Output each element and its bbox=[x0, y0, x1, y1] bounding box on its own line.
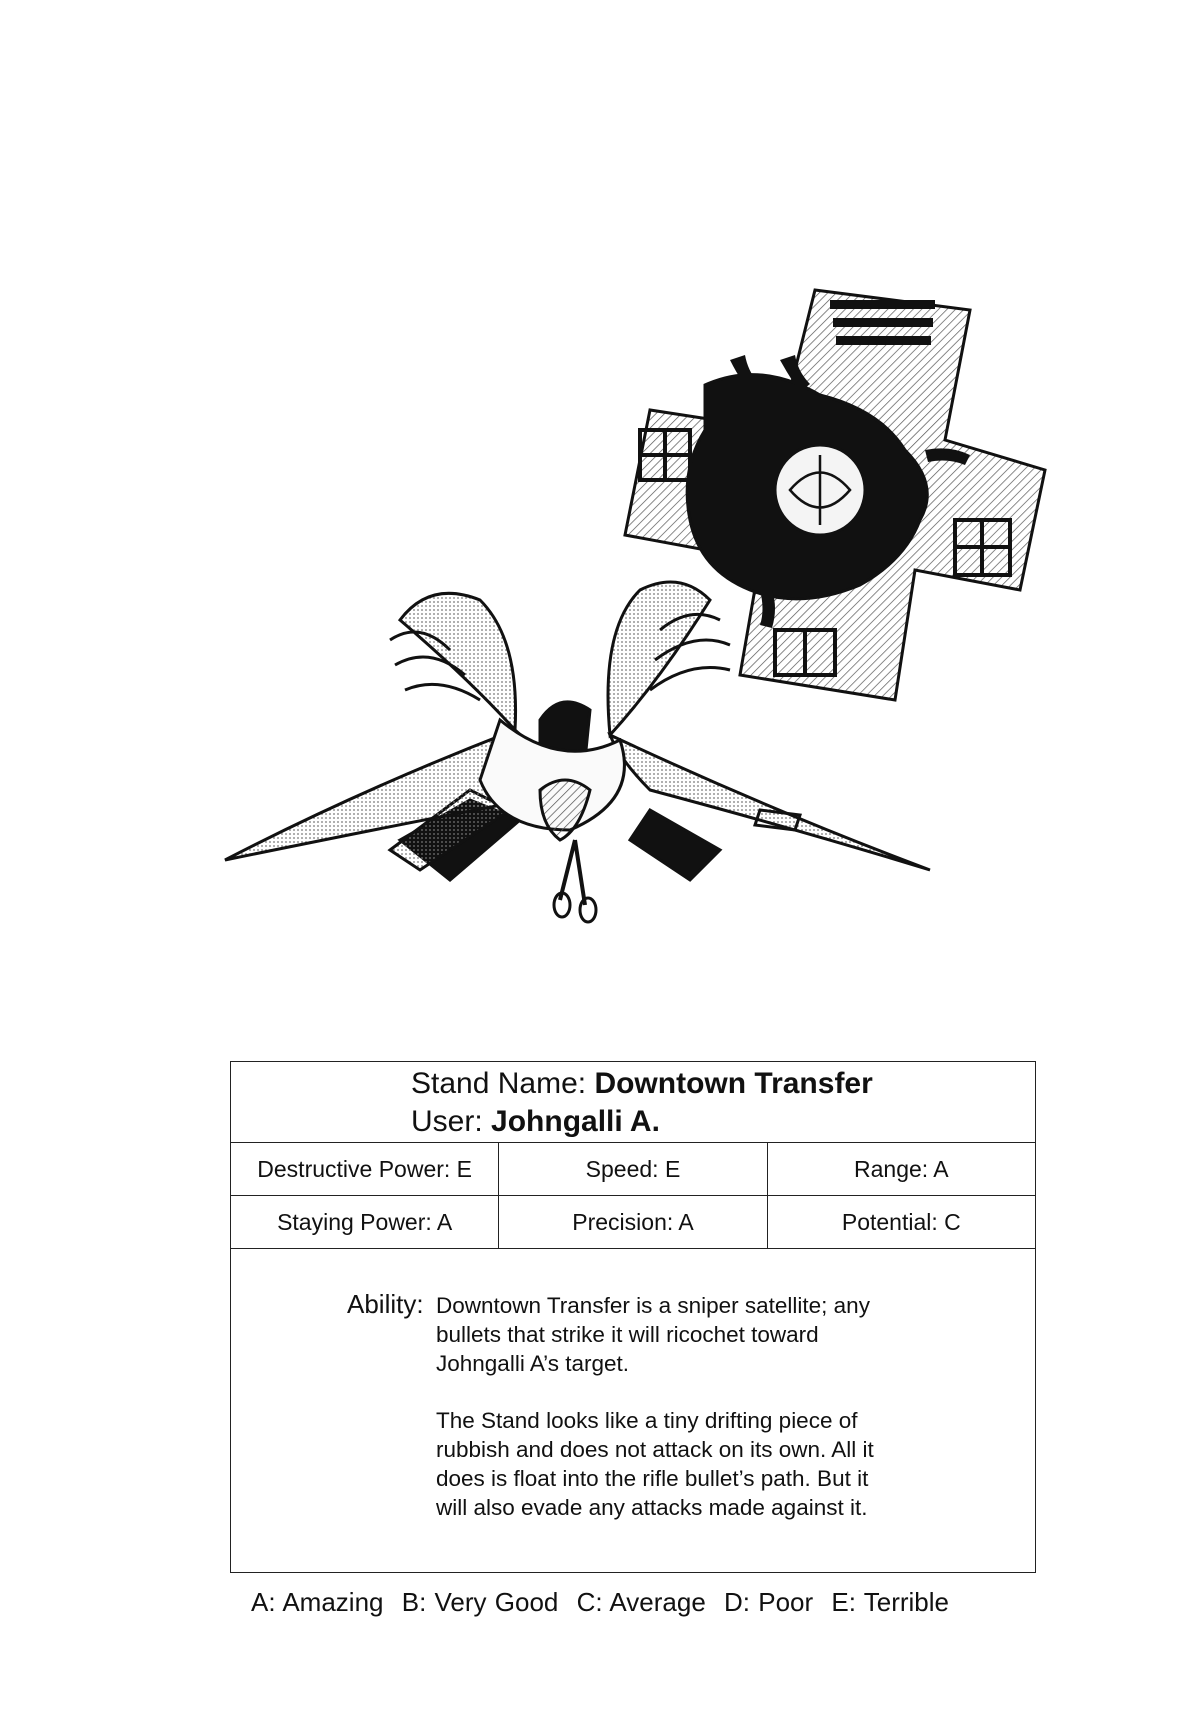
ability-description bbox=[436, 1291, 896, 1550]
stat-staying-power: Staying Power: A bbox=[231, 1196, 499, 1248]
user-line bbox=[411, 1105, 660, 1139]
legend-item: E: Terrible bbox=[831, 1587, 949, 1617]
card-header bbox=[231, 1062, 1035, 1143]
stand-stat-card bbox=[230, 1061, 1036, 1573]
stat-destructive-power: Destructive Power: E bbox=[231, 1143, 499, 1195]
legend-item: C: Average bbox=[576, 1587, 706, 1617]
ability-label: Ability: bbox=[347, 1289, 424, 1319]
stand-name-label: Stand Name: bbox=[411, 1067, 587, 1100]
stand-name-line bbox=[411, 1067, 873, 1101]
ability-section bbox=[231, 1249, 1035, 1574]
ability-paragraph: The Stand looks like a tiny drifting piece of rubbish and does not attack on its own. All it does is float into the rifle bullet’s path. But it will also evade any attacks made against it. bbox=[436, 1408, 874, 1520]
stat-speed: Speed: E bbox=[499, 1143, 767, 1195]
legend-item: B: Very Good bbox=[401, 1587, 559, 1617]
stat-row bbox=[231, 1196, 1035, 1249]
stat-row bbox=[231, 1143, 1035, 1196]
legend-item: D: Poor bbox=[724, 1587, 814, 1617]
user-label: User: bbox=[411, 1105, 483, 1138]
stat-potential: Potential: C bbox=[841, 1208, 961, 1235]
ability-paragraph: Downtown Transfer is a sniper satellite; any bullets that strike it will ricochet toward Johngalli A’s target. bbox=[436, 1293, 870, 1376]
cross-satellite bbox=[625, 290, 1045, 700]
stand-name: Downtown Transfer bbox=[594, 1067, 873, 1100]
rating-legend bbox=[0, 1587, 1200, 1618]
legend-item: A: Amazing bbox=[250, 1587, 384, 1617]
user-name: Johngalli A. bbox=[491, 1105, 660, 1138]
stat-range: Range: A bbox=[854, 1155, 949, 1182]
stat-precision: Precision: A bbox=[499, 1196, 767, 1248]
